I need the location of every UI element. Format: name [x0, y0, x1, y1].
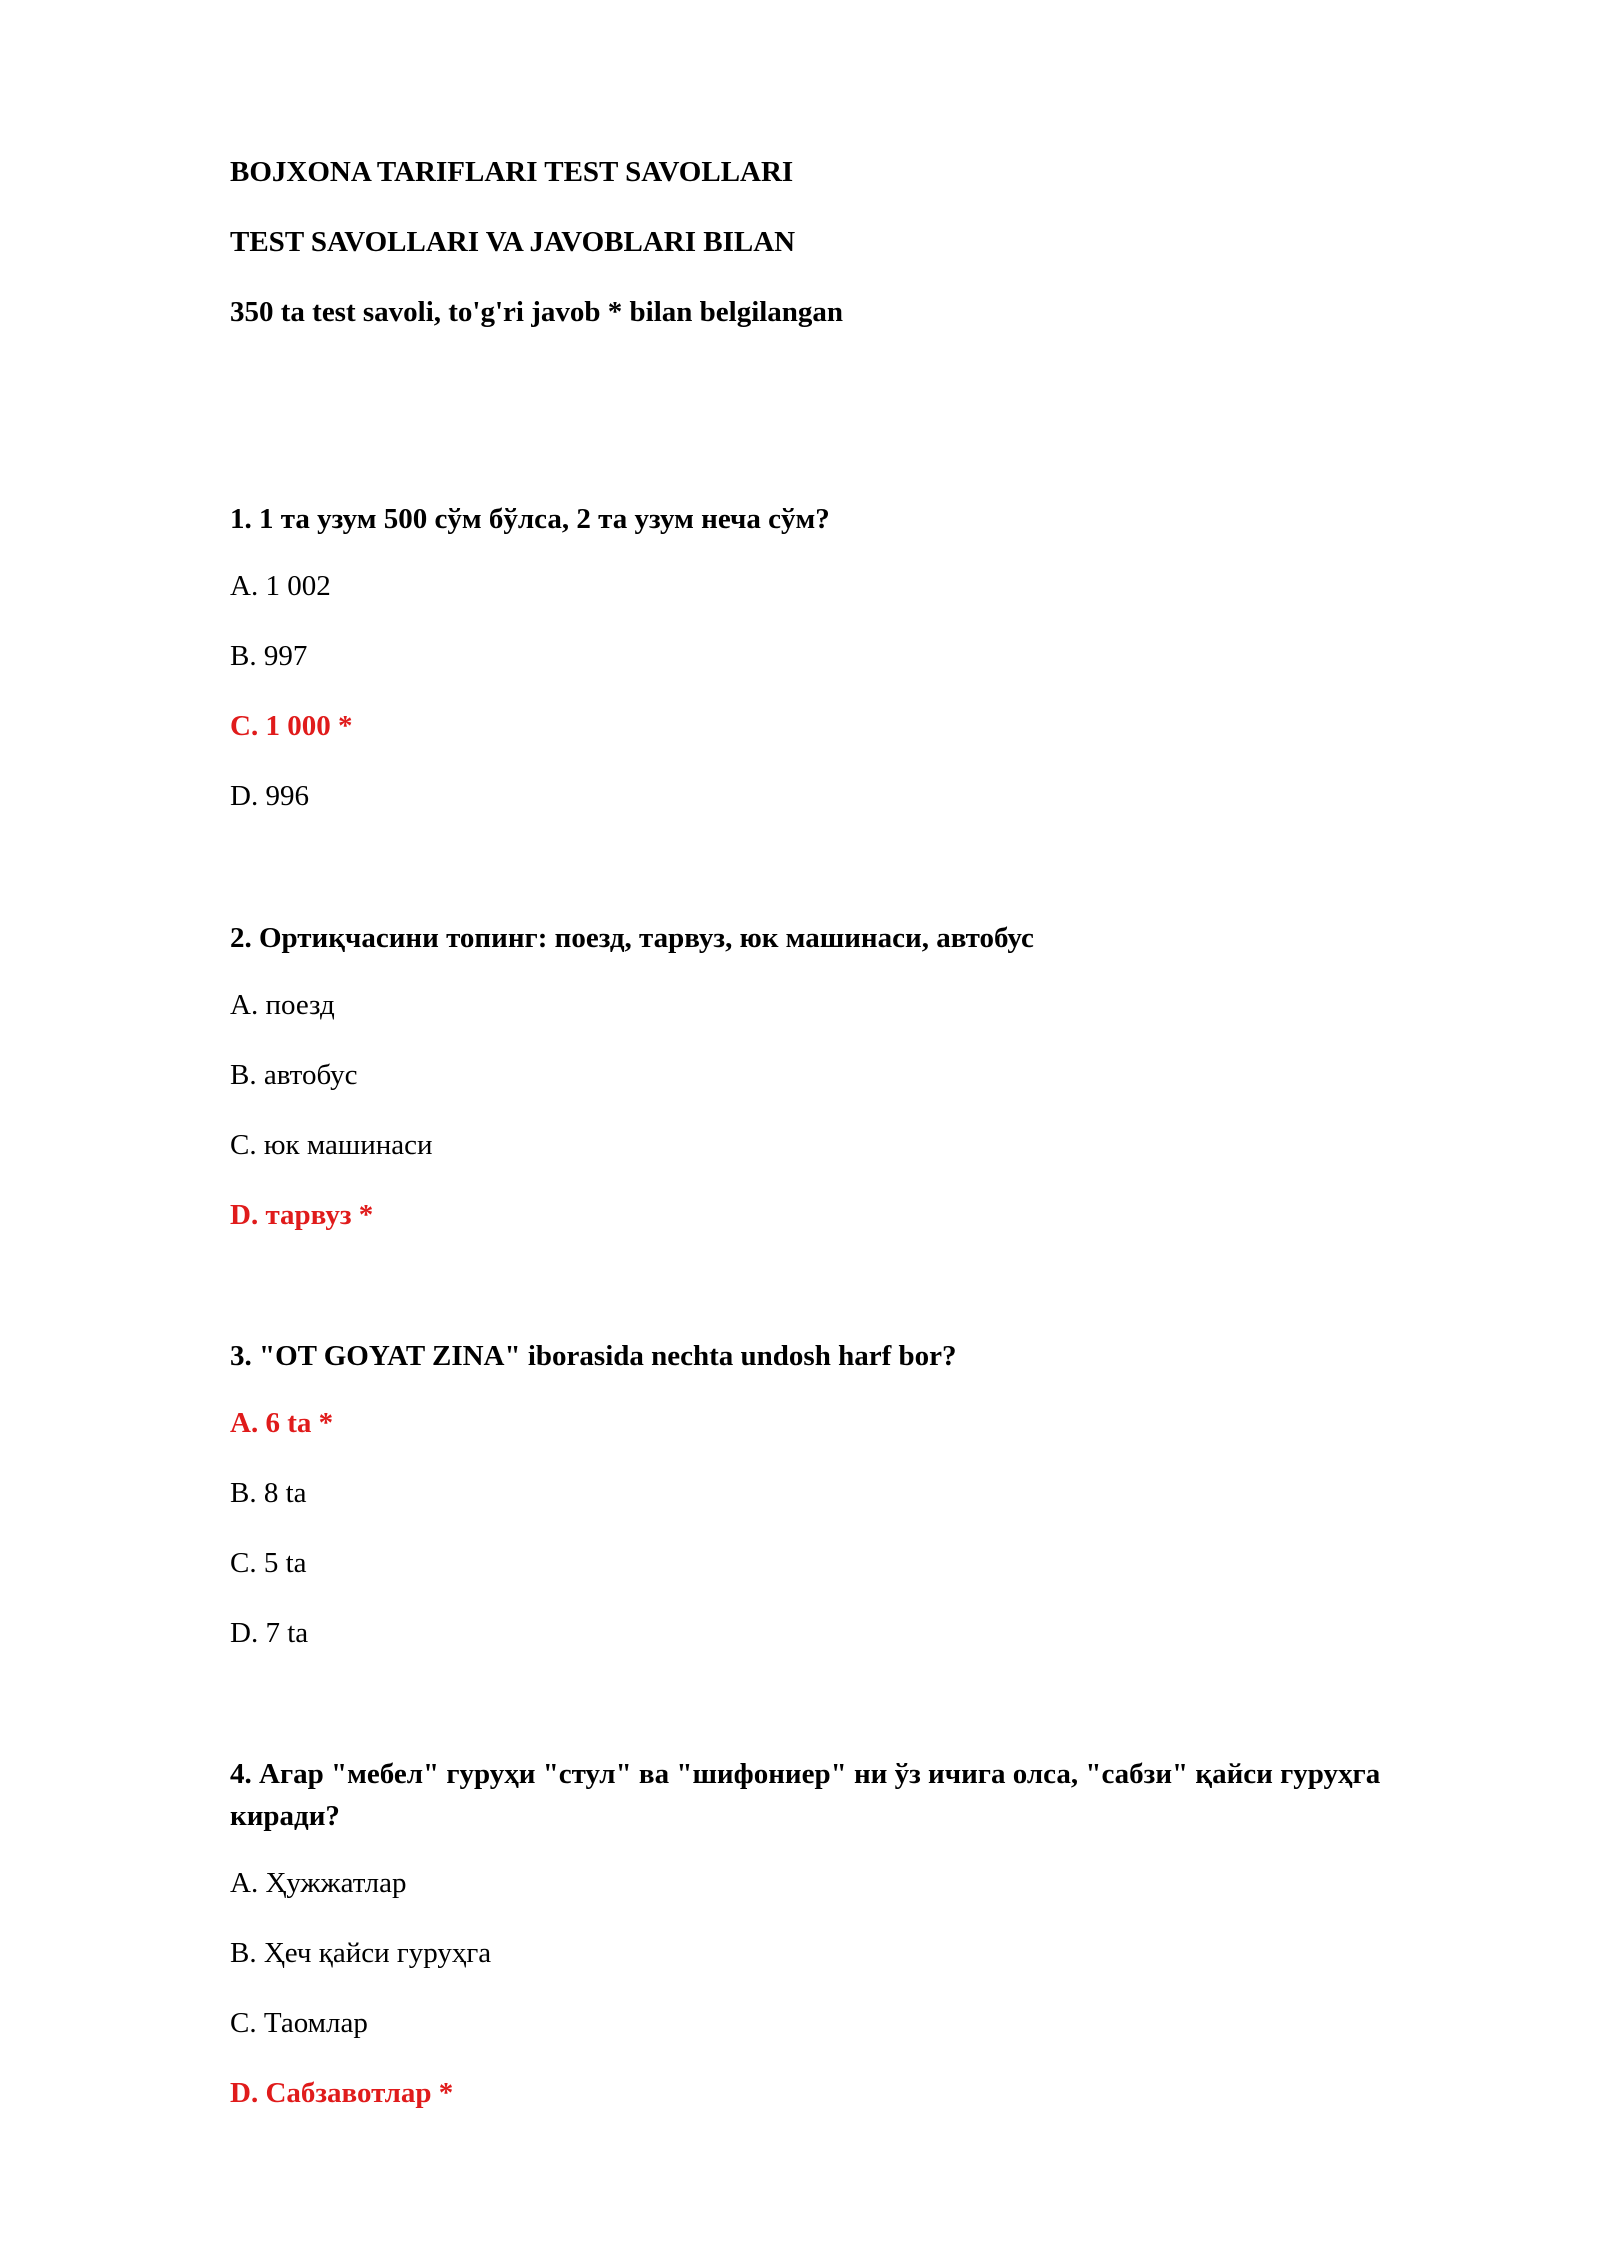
option-b: B. Ҳеч қайси гуруҳга [230, 1937, 492, 1969]
option-a: A. поезд [230, 989, 335, 1021]
option-b: B. 8 ta [230, 1477, 307, 1509]
option-b: B. 997 [230, 640, 308, 672]
question-text: 1. 1 та узум 500 сўм бўлса, 2 та узум неча сўм? [230, 503, 830, 535]
option-d: D. 7 ta [230, 1617, 309, 1649]
option-d-correct: D. Сабзавотлар * [230, 2077, 454, 2109]
question-1 [230, 498, 1410, 848]
document-note: 350 ta test savoli, to'g'ri javob * bilan belgilangan [230, 296, 844, 328]
question-4 [230, 1753, 1410, 2145]
option-a-correct: A. 6 ta * [230, 1407, 334, 1439]
option-c-correct: C. 1 000 * [230, 710, 353, 742]
document-subtitle: TEST SAVOLLARI VA JAVOBLARI BILAN [230, 226, 796, 258]
option-c: C. 5 ta [230, 1547, 307, 1579]
question-text: 4. Агар "мебел" гуруҳи "стул" ва "шифониер" ни ўз ичига олса, "сабзи" қайси гуруҳга киради? [230, 1758, 1381, 1832]
option-a: A. 1 002 [230, 570, 331, 602]
option-d-correct: D. тарвуз * [230, 1199, 374, 1231]
question-3 [230, 1335, 1410, 1685]
option-d: D. 996 [230, 780, 309, 812]
option-c: C. юк машинаси [230, 1129, 433, 1161]
option-a: A. Ҳужжатлар [230, 1867, 407, 1899]
document-title: BOJXONA TARIFLARI TEST SAVOLLARI [230, 156, 794, 188]
question-2 [230, 917, 1410, 1267]
question-text: 3. "OT GOYAT ZINA" iborasida nechta undosh harf bor? [230, 1340, 957, 1372]
option-b: B. автобус [230, 1059, 358, 1091]
option-c: C. Таомлар [230, 2007, 368, 2039]
question-text: 2. Ортиқчасини топинг: поезд, тарвуз, юк машинаси, автобус [230, 922, 1034, 954]
